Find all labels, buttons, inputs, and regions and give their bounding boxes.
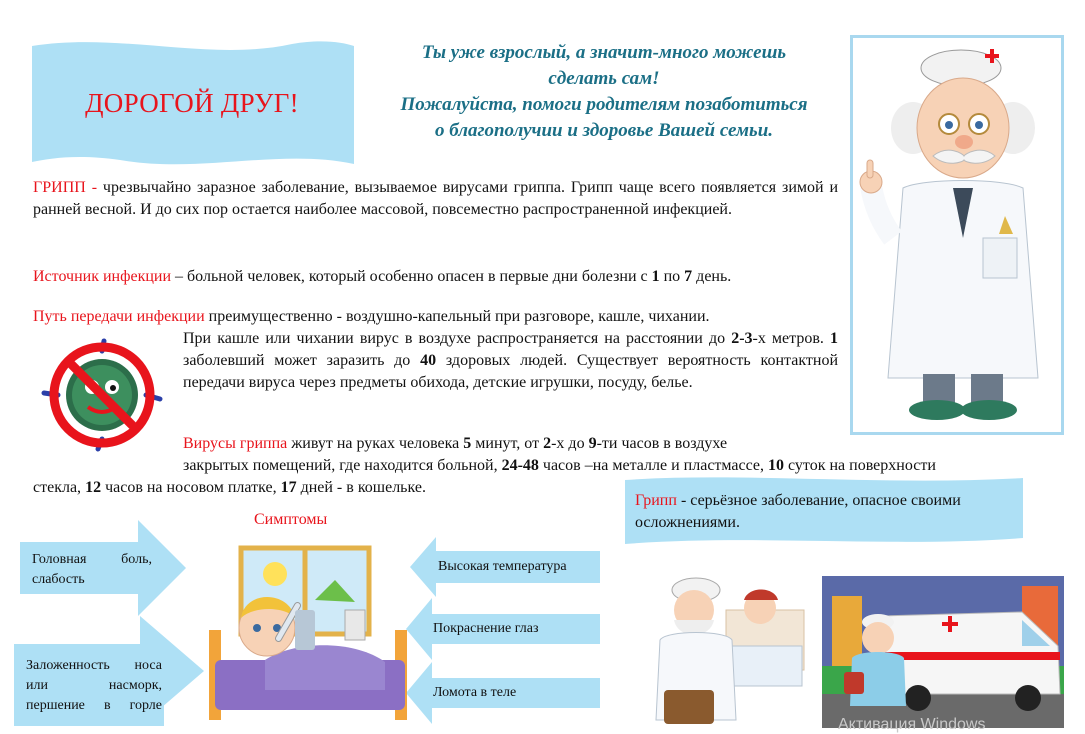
warning-note-text [635, 490, 1015, 534]
viruses-text: закрытых помещений, где находится больной, [183, 457, 502, 474]
viruses-hours-to: 9 [588, 435, 597, 452]
viruses-line-2 [183, 455, 1063, 477]
viruses-text: -х до [551, 435, 589, 452]
viruses-surface-days: 10 [768, 457, 785, 474]
transmission-text: При кашле или чихании вирус в воздухе распространяется на расстоянии до [183, 330, 732, 347]
symptom-congestion: Заложенность носа или насморк, першение в горле [26, 658, 162, 713]
lead-message [360, 40, 848, 144]
note-text: - серьёзное заболевание, опасное своими осложнениями. [635, 492, 961, 531]
symptom-fever: Высокая температура [438, 559, 567, 574]
viruses-handkerchief-hours: 12 [85, 479, 102, 496]
flu-definition [33, 177, 838, 221]
viruses-text: суток на поверхности [784, 457, 936, 474]
viruses-text: часов –на металле и пластмассе, [538, 457, 769, 474]
doctor-visit-illustration-icon [636, 560, 808, 728]
viruses-minutes: 5 [463, 435, 472, 452]
doctor-illustration-icon [853, 38, 1061, 432]
transmission-distance: 2-3 [731, 330, 753, 347]
source-day-to: 7 [684, 268, 693, 285]
symptom-arrow-fever [410, 537, 600, 597]
infection-source [33, 266, 838, 288]
banner-title: ДОРОГОЙ ДРУГ! [85, 87, 299, 118]
lead-line: Ты уже взрослый, а значит-много можешь [421, 42, 787, 63]
banner [30, 38, 356, 170]
symptom-arrow-red-eyes [406, 598, 600, 660]
transmission-text: здоровых людей. Существует вероятность контактной передачи вируса через предметы обихода, детские игрушки, посуду, белье. [183, 352, 839, 391]
source-text: день. [692, 268, 732, 285]
viruses-wallet-days: 17 [280, 479, 297, 496]
source-day-from: 1 [651, 268, 660, 285]
viruses-term: Вирусы гриппа [183, 435, 288, 452]
transmission-text: заболевший может заразить до [183, 352, 421, 369]
source-text: по [659, 268, 685, 285]
symptom-red-eyes: Покраснение глаз [433, 621, 539, 636]
warning-note [625, 476, 1023, 546]
transmission-first-line [33, 306, 838, 328]
symptom-arrow-body-ache [406, 662, 600, 724]
transmission-details [183, 328, 838, 394]
lead-line: сделать сам! [548, 68, 660, 89]
symptom-arrow-congestion [14, 616, 204, 726]
symptom-body-ache: Ломота в теле [433, 685, 517, 700]
transmission-text: преимущественно - воздушно-капельный при разговоре, кашле, чихании. [204, 308, 710, 325]
transmission-forty: 40 [420, 352, 437, 369]
transmission-term: Путь передачи инфекции [33, 308, 205, 325]
doctor-frame [850, 35, 1064, 435]
viruses-text: стекла, [33, 479, 86, 496]
viruses-hours-from: 2 [543, 435, 552, 452]
flu-term: ГРИПП - [33, 179, 98, 196]
viruses-text: дней - в кошельке. [296, 479, 426, 496]
windows-activation-watermark: Активация Windows [838, 716, 986, 733]
viruses-text: -ти часов в воздухе [596, 435, 728, 452]
viruses-metal-hours: 24-48 [501, 457, 539, 474]
lead-line: Пожалуйста, помоги родителям позаботиться [400, 94, 808, 115]
viruses-text: часов на носовом платке, [101, 479, 281, 496]
source-term: Источник инфекции [33, 268, 172, 285]
ambulance-illustration-icon [822, 576, 1064, 728]
lead-line: о благополучии и здоровье Вашей семьи. [434, 120, 774, 141]
viruses-text: живут на руках человека [287, 435, 464, 452]
symptom-headache: Головная боль, слабость [32, 552, 152, 587]
viruses-line-1 [183, 433, 838, 455]
sick-child-illustration-icon [205, 540, 415, 725]
flu-text: чрезвычайно заразное заболевание, вызываемое вирусами гриппа. Грипп чаще всего появляется зимой и ранней весной. И до сих пор остается наиболее массовой, повсеместно распространенной инфекцией. [33, 179, 839, 218]
symptoms-title: Симптомы [254, 511, 328, 528]
source-text: – больной человек, который особенно опасен в первые дни болезни с [171, 268, 652, 285]
note-term: Грипп [635, 492, 677, 509]
transmission-text: -х метров. [752, 330, 830, 347]
transmission-one: 1 [830, 330, 838, 347]
no-virus-icon [30, 335, 170, 455]
symptom-arrow-headache [20, 520, 186, 616]
viruses-text: минут, от [471, 435, 544, 452]
